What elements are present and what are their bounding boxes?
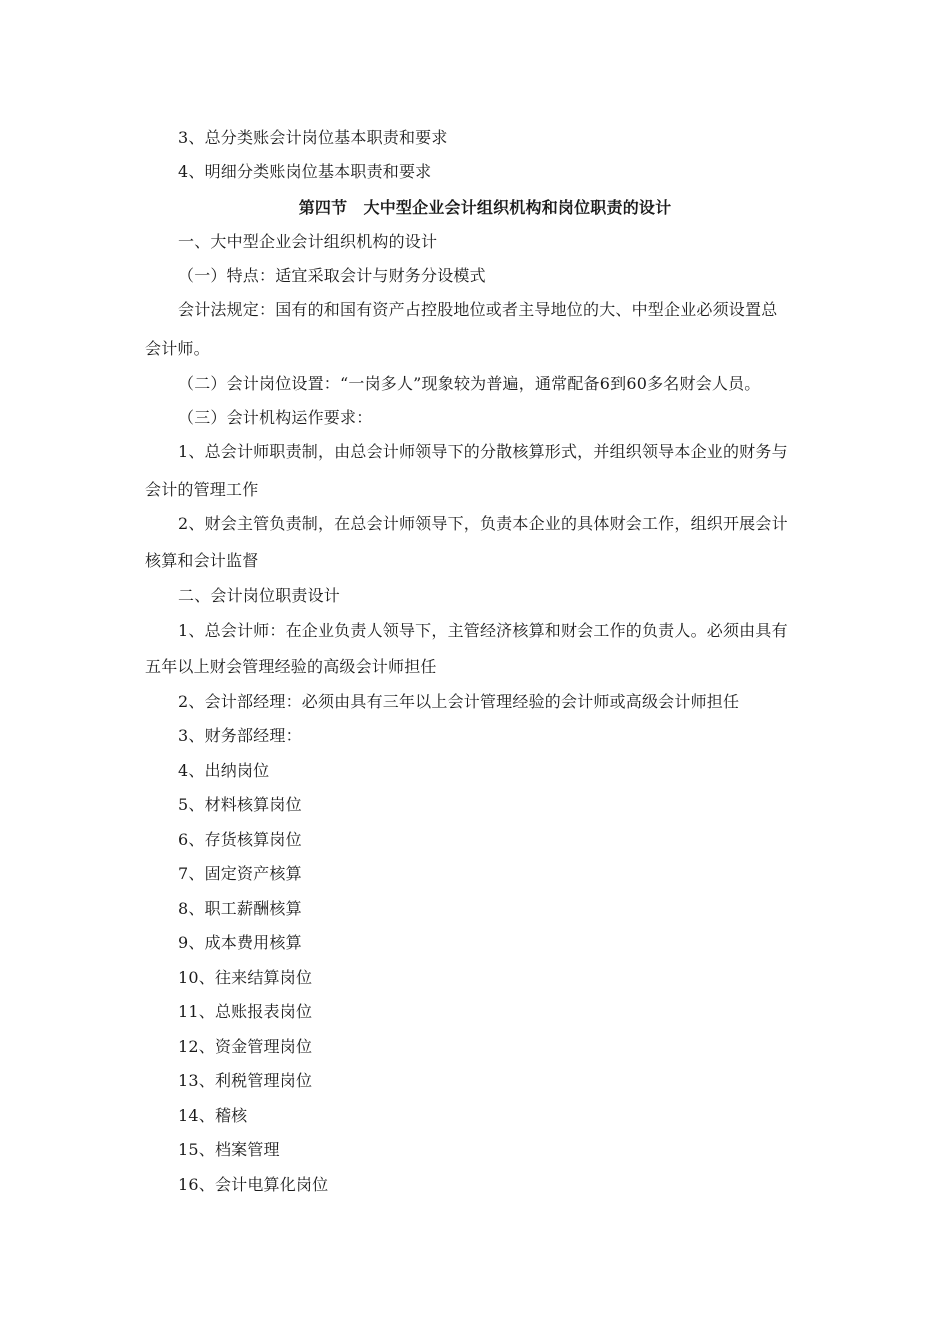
list-item: 11、总账报表岗位 <box>178 1002 313 1021</box>
list-item: 14、稽核 <box>178 1106 248 1125</box>
list-item: 3、财务部经理： <box>178 726 302 745</box>
list-item: 5、材料核算岗位 <box>178 795 302 814</box>
list-item: 9、成本费用核算 <box>178 933 302 952</box>
list-item: 15、档案管理 <box>178 1140 280 1159</box>
paragraph-line: 会计法规定：国有的和国有资产占控股地位或者主导地位的大、中型企业必须设置总 <box>178 300 778 319</box>
list-item: 8、职工薪酬核算 <box>178 899 302 918</box>
part-title: 二、会计岗位职责设计 <box>178 586 341 605</box>
sub-item-title: （二）会计岗位设置：“一岗多人”现象较为普遍，通常配备6到60多名财会人员。 <box>178 374 761 393</box>
paragraph-line: 1、总会计师：在企业负责人领导下，主管经济核算和财会工作的负责人。必须由具有 <box>178 621 788 640</box>
paragraph-line: 1、总会计师职责制，由总会计师领导下的分散核算形式，并组织领导本企业的财务与 <box>178 442 788 461</box>
list-item: 7、固定资产核算 <box>178 864 302 883</box>
list-item: 16、会计电算化岗位 <box>178 1175 329 1194</box>
sub-item-title: （一）特点：适宜采取会计与财务分设模式 <box>178 266 486 285</box>
paragraph-line: 五年以上财会管理经验的高级会计师担任 <box>145 657 437 676</box>
paragraph-line: 会计的管理工作 <box>145 480 259 499</box>
list-item: 3、总分类账会计岗位基本职责和要求 <box>178 128 448 147</box>
sub-item-title: （三）会计机构运作要求： <box>178 408 373 427</box>
list-item: 4、出纳岗位 <box>178 761 270 780</box>
list-item: 13、利税管理岗位 <box>178 1071 313 1090</box>
paragraph-line: 核算和会计监督 <box>145 551 259 570</box>
list-item: 10、往来结算岗位 <box>178 968 313 987</box>
list-item: 6、存货核算岗位 <box>178 830 302 849</box>
list-item: 12、资金管理岗位 <box>178 1037 313 1056</box>
list-item: 2、会计部经理：必须由具有三年以上会计管理经验的会计师或高级会计师担任 <box>178 692 740 711</box>
part-title: 一、大中型企业会计组织机构的设计 <box>178 232 438 251</box>
list-item: 4、明细分类账岗位基本职责和要求 <box>178 162 432 181</box>
section-heading: 第四节 大中型企业会计组织机构和岗位职责的设计 <box>298 198 672 217</box>
paragraph-line: 2、财会主管负责制，在总会计师领导下，负责本企业的具体财会工作，组织开展会计 <box>178 514 788 533</box>
paragraph-line: 会计师。 <box>145 339 210 358</box>
